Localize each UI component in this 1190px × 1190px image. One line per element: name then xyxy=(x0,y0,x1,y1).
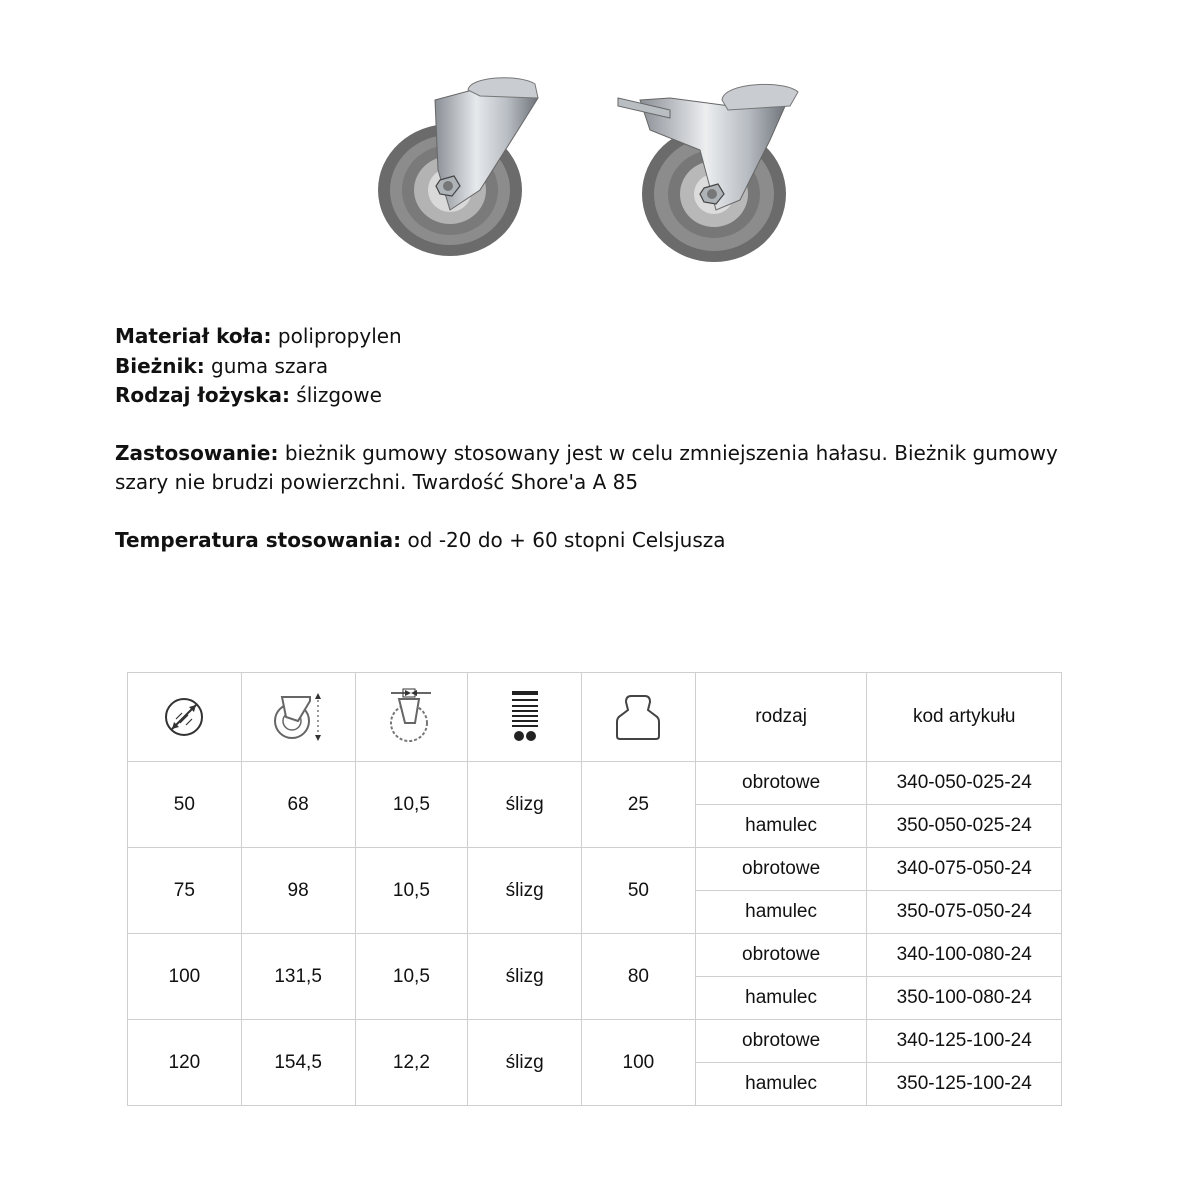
tread-value: guma szara xyxy=(204,353,329,378)
cell-load: 80 xyxy=(582,934,696,1020)
cell-code: 340-075-050-24 xyxy=(867,848,1062,891)
cell-hole: 10,5 xyxy=(355,934,468,1020)
usage-label: Zastosowanie: xyxy=(115,440,279,465)
cell-code: 340-125-100-24 xyxy=(867,1020,1062,1063)
usage-value: bieżnik gumowy stosowany jest w celu zmniejszenia hałasu. Bieżnik gumowy szary nie brudzi powierzchni. Twardość Shore'a A 85 xyxy=(115,440,1058,494)
cell-type: obrotowe xyxy=(695,1020,867,1063)
cell-diameter: 75 xyxy=(128,848,242,934)
bearing-value: ślizgowe xyxy=(289,383,382,407)
load-capacity-icon xyxy=(614,692,662,742)
header-hole xyxy=(355,673,468,762)
cell-height: 131,5 xyxy=(241,934,355,1020)
tread-line xyxy=(115,352,1105,382)
cell-type: obrotowe xyxy=(695,762,867,805)
cell-code: 350-125-100-24 xyxy=(867,1063,1062,1106)
total-height-icon xyxy=(270,691,326,743)
header-type: rodzaj xyxy=(695,673,867,762)
cell-hole: 10,5 xyxy=(355,762,468,848)
cell-type: obrotowe xyxy=(695,934,867,977)
header-code: kod artykułu xyxy=(867,673,1062,762)
table-row xyxy=(128,762,1062,805)
temperature-value: od -20 do + 60 stopni Celsjusza xyxy=(401,527,726,552)
header-height xyxy=(241,673,355,762)
cell-type: obrotowe xyxy=(695,848,867,891)
cell-code: 350-100-080-24 xyxy=(867,977,1062,1020)
header-diameter xyxy=(128,673,242,762)
cell-type: hamulec xyxy=(695,977,867,1020)
cell-code: 340-050-025-24 xyxy=(867,762,1062,805)
product-images xyxy=(370,70,800,270)
cell-bearing: ślizg xyxy=(468,934,582,1020)
swivel-castor-image xyxy=(370,70,550,270)
cell-load: 100 xyxy=(582,1020,696,1106)
temperature-label: Temperatura stosowania: xyxy=(115,527,402,552)
cell-type: hamulec xyxy=(695,1063,867,1106)
cell-hole: 10,5 xyxy=(355,848,468,934)
table-row xyxy=(128,1020,1062,1063)
table-header-row xyxy=(128,673,1062,762)
cell-type: hamulec xyxy=(695,805,867,848)
cell-load: 50 xyxy=(582,848,696,934)
spec-table xyxy=(127,672,1062,1106)
table-row xyxy=(128,934,1062,977)
usage-line xyxy=(115,439,1105,498)
header-bearing xyxy=(468,673,582,762)
cell-bearing: ślizg xyxy=(468,848,582,934)
product-specs xyxy=(115,322,1105,555)
cell-bearing: ślizg xyxy=(468,1020,582,1106)
wheel-material-value: polipropylen xyxy=(271,324,402,348)
cell-code: 340-100-080-24 xyxy=(867,934,1062,977)
cell-height: 154,5 xyxy=(241,1020,355,1106)
temperature-line xyxy=(115,526,1105,556)
cell-bearing: ślizg xyxy=(468,762,582,848)
cell-height: 98 xyxy=(241,848,355,934)
table-row xyxy=(128,848,1062,891)
tread-label: Bieżnik: xyxy=(115,353,205,378)
cell-load: 25 xyxy=(582,762,696,848)
wheel-material-label: Materiał koła: xyxy=(115,324,272,348)
cell-hole: 12,2 xyxy=(355,1020,468,1106)
wheel-material-line xyxy=(115,322,1105,352)
bolt-hole-icon xyxy=(383,687,439,747)
bearing-line xyxy=(115,381,1105,411)
bearing-icon xyxy=(510,689,540,745)
bearing-label: Rodzaj łożyska: xyxy=(115,383,290,407)
cell-diameter: 50 xyxy=(128,762,242,848)
brake-castor-image xyxy=(610,70,800,270)
cell-diameter: 120 xyxy=(128,1020,242,1106)
cell-diameter: 100 xyxy=(128,934,242,1020)
wheel-diameter-icon xyxy=(162,695,206,739)
cell-height: 68 xyxy=(241,762,355,848)
cell-code: 350-075-050-24 xyxy=(867,891,1062,934)
cell-type: hamulec xyxy=(695,891,867,934)
header-load xyxy=(582,673,696,762)
cell-code: 350-050-025-24 xyxy=(867,805,1062,848)
